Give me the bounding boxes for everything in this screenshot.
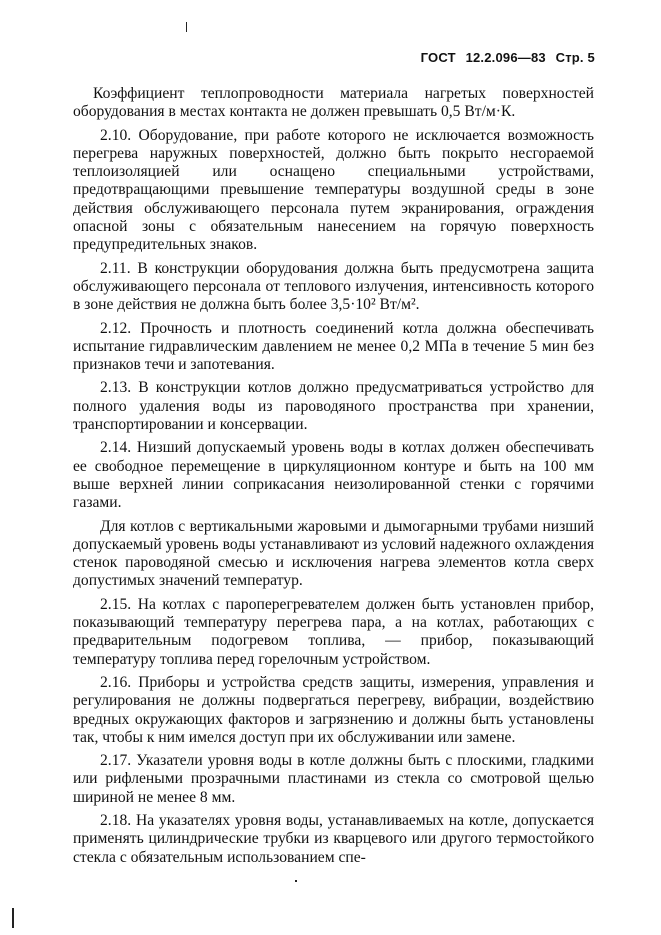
scan-mark-top: [186, 22, 187, 32]
clause-2-15: 2.15. На котлах с пароперегревателем должен быть установлен прибор, показывающий температуру перегрева пара, а на котлах, работающих с предварительным подогревом топлива, — прибор, показывающий температуру топлива перед горелочным устройством.: [73, 595, 594, 668]
clause-2-16: 2.16. Приборы и устройства средств защиты, измерения, управления и регулирования не должны подвергаться перегреву, вибрации, воздействию вредных окружающих факторов и загрязнению и должны быть установлены так, чтобы к ним имелся доступ при их обслуживании или замене.: [73, 673, 594, 746]
clause-2-12: 2.12. Прочность и плотность соединений котла должна обеспечивать испытание гидравлическим давлением не менее 0,2 МПа в течение 5 мин без признаков течи и запотевания.: [73, 319, 594, 374]
clause-2-14: 2.14. Низший допускаемый уровень воды в котлах должен обеспечивать ее свободное перемещение в циркуляционном контуре и быть на 100 мм выше верхней линии соприкасания неизолированной стенки с горячими газами.: [73, 439, 594, 512]
standard-number: 12.2.096—83: [465, 50, 546, 65]
page-header: [421, 50, 595, 65]
clause-2-14-note: Для котлов с вертикальными жаровыми и дымогарными трубами низший допускаемый уровень воды устанавливают из условий надежного охлаждения стенок пароводяной смесью и исключения нагрева элементов котла сверх допустимых значений температур.: [73, 517, 594, 590]
clause-2-18: 2.18. На указателях уровня воды, устанавливаемых на котле, допускается применять цилиндрические трубки из кварцевого или другого термостойкого стекла с обязательным использованием спе-: [73, 811, 594, 866]
page-number: Стр. 5: [555, 50, 595, 65]
clause-2-10: 2.10. Оборудование, при работе которого не исключается возможность перегрева наружных поверхностей, должно быть покрыто несгораемой теплоизоляцией или оснащено специальными устройствами, предотвращающими превышение температуры воздушной среды в зоне действия обслуживающего персонала путем экранирования, ограждения опасной зоны с обязательным нанесением на горячую поверхность предупредительных знаков.: [73, 126, 594, 254]
scan-mark-bottom-left: [12, 908, 14, 928]
paragraph-continuation: Коэффициент теплопроводности материала нагретых поверхностей оборудования в местах контакта не должен превышать 0,5 Вт/м·К.: [73, 85, 594, 121]
clause-2-17: 2.17. Указатели уровня воды в котле должны быть с плоскими, гладкими или рифлеными прозрачными пластинами из стекла со смотровой щелью шириной не менее 8 мм.: [73, 752, 594, 806]
standard-label: ГОСТ: [420, 50, 456, 65]
clause-2-11: 2.11. В конструкции оборудования должна быть предусмотрена защита обслуживающего персонала от теплового излучения, интенсивность которого в зоне действия не должна быть более 3,5·10² Вт/м².: [73, 259, 594, 314]
document-body: [73, 85, 594, 872]
scan-dot-bottom: [295, 880, 297, 882]
clause-2-13: 2.13. В конструкции котлов должно предусматриваться устройство для полного удаления воды из пароводяного пространства при хранении, транспортировании и консервации.: [73, 379, 594, 434]
